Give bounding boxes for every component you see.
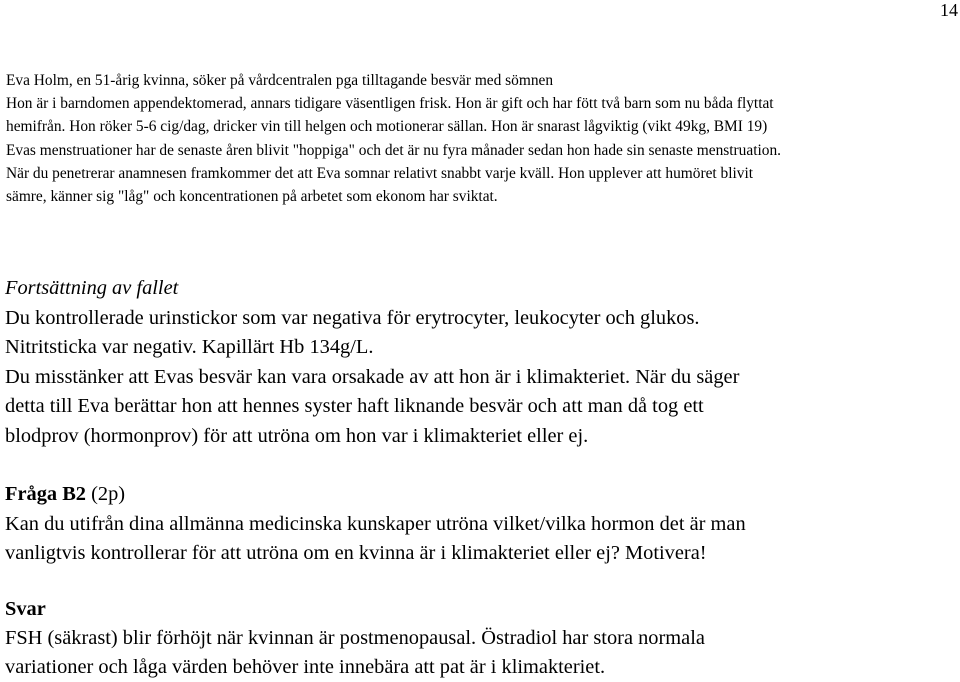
answer-line: variationer och låga värden behöver inte innebära att pat är i klimakteriet. — [5, 656, 606, 678]
question-line: vanligtvis kontrollerar för att utröna om en kvinna är i klimakteriet eller ej? Motivera! — [5, 542, 707, 565]
continuation-line: Du misstänker att Evas besvär kan vara orsakade av att hon är i klimakteriet. När du säger — [5, 365, 740, 388]
continuation-line: Du kontrollerade urinstickor som var negativa för erytrocyter, leukocyter och glukos. — [5, 306, 700, 329]
question-points: (2p) — [86, 483, 126, 505]
intro-line: Evas menstruationer har de senaste åren blivit "hoppiga" och det är nu fyra månader sedan hon hade sin senaste menstruation. — [6, 141, 782, 159]
answer-heading: Svar — [5, 598, 46, 620]
continuation-line: Nitritsticka var negativ. Kapillärt Hb 134g/L. — [5, 336, 374, 359]
question-line: Kan du utifrån dina allmänna medicinska kunskaper utröna vilket/vilka hormon det är man — [5, 512, 746, 535]
answer-section — [5, 595, 955, 682]
case-intro — [6, 69, 954, 208]
continuation-heading: Fortsättning av fallet — [5, 277, 179, 299]
intro-line: När du penetrerar anamnesen framkommer det att Eva somnar relativt snabbt varje kväll. Hon upplever att humöret blivit — [6, 164, 754, 182]
question-heading — [5, 480, 955, 510]
question-label: Fråga B2 — [5, 483, 86, 505]
intro-line: hemifrån. Hon röker 5-6 cig/dag, dricker vin till helgen och motionerar sällan. Hon är snarast lågviktig (vikt 49kg, BMI 19) — [6, 118, 768, 136]
intro-line: Hon är i barndomen appendektomerad, annars tidigare väsentligen frisk. Hon är gift och har fött två barn som nu båda flyttat — [6, 95, 774, 113]
answer-line: FSH (säkrast) blir förhöjt när kvinnan är postmenopausal. Östradiol har stora normala — [5, 627, 705, 649]
question-section — [5, 480, 955, 569]
intro-line: Eva Holm, en 51-årig kvinna, söker på vårdcentralen pga tilltagande besvär med sömnen — [6, 72, 554, 89]
continuation-line: detta till Eva berättar hon att hennes syster haft liknande besvär och att man då tog ett — [5, 395, 704, 418]
continuation-line: blodprov (hormonprov) för att utröna om hon var i klimakteriet eller ej. — [5, 424, 589, 447]
case-continuation — [5, 274, 955, 452]
page-number: 14 — [940, 0, 958, 20]
intro-line: sämre, känner sig "låg" och koncentrationen på arbetet som ekonom har sviktat. — [6, 188, 498, 206]
